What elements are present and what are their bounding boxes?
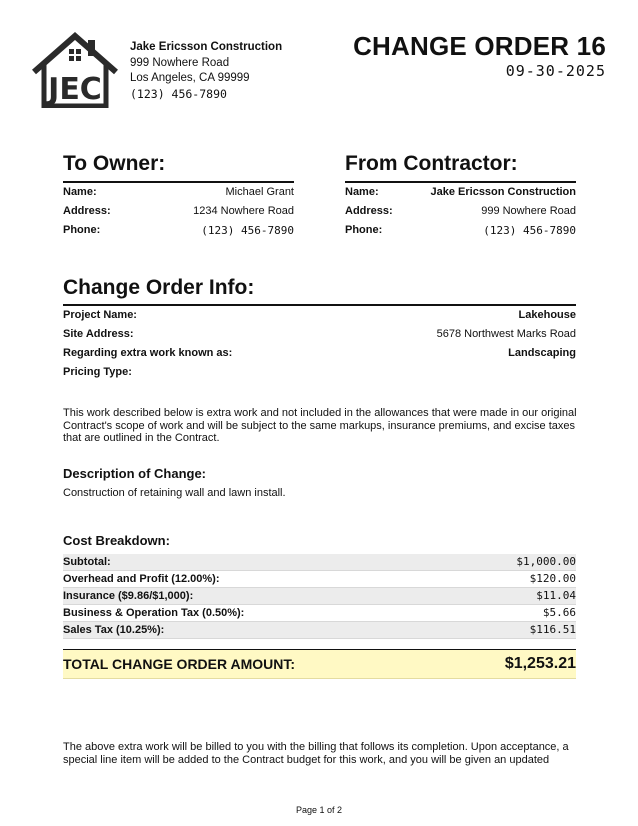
- cost-value: $116.51: [529, 623, 576, 636]
- owner-name-value: Michael Grant: [225, 186, 294, 198]
- site-address-row: [63, 325, 576, 344]
- owner-heading: To Owner:: [63, 152, 166, 175]
- company-logo: [32, 32, 118, 108]
- page-number: Page 1 of 2: [295, 805, 343, 815]
- total-row: [63, 649, 576, 679]
- owner-phone-label: Phone:: [63, 224, 101, 236]
- company-address-line1: 999 Nowhere Road: [130, 56, 230, 69]
- cost-row-sales-tax: [63, 622, 576, 639]
- pricing-type-row: [63, 363, 576, 382]
- cost-value: $120.00: [529, 572, 576, 585]
- cost-row-bo-tax: [63, 605, 576, 622]
- cost-row-subtotal: [63, 554, 576, 571]
- cost-value: $11.04: [536, 589, 576, 602]
- owner-phone-row: [63, 221, 294, 240]
- contractor-phone-value: (123) 456-7890: [483, 224, 576, 237]
- total-value: $1,253.21: [504, 655, 576, 672]
- contractor-address-value: 999 Nowhere Road: [481, 205, 576, 217]
- billing-note: The above extra work will be billed to you with the billing that follows its completion. Upon acceptance, a special line item will be added to the Contract budget for this work, and you will be given an updated: [63, 741, 569, 766]
- description-heading: Description of Change:: [63, 466, 207, 481]
- company-address-line2: Los Angeles, CA 99999: [130, 72, 250, 85]
- contractor-name-value: Jake Ericsson Construction: [430, 186, 576, 198]
- owner-address-row: [63, 202, 294, 221]
- company-phone: (123) 456-7890: [130, 86, 227, 101]
- contractor-name-row: [345, 183, 576, 202]
- project-name-row: [63, 306, 576, 325]
- contractor-address-label: Address:: [345, 205, 393, 217]
- site-address-value: 5678 Northwest Marks Road: [436, 328, 576, 340]
- info-heading: Change Order Info:: [63, 276, 255, 299]
- owner-name-row: [63, 183, 294, 202]
- regarding-row: [63, 344, 576, 363]
- change-order-info-section: [63, 274, 576, 382]
- owner-section: [63, 150, 294, 240]
- cost-value: $5.66: [542, 606, 576, 619]
- project-name-label: Project Name:: [63, 309, 137, 321]
- document-date: 09-30-2025: [505, 62, 606, 80]
- pricing-type-label: Pricing Type:: [63, 366, 132, 378]
- cost-breakdown-heading: Cost Breakdown:: [63, 533, 170, 548]
- company-info: [130, 40, 282, 102]
- cost-label: Business & Operation Tax (0.50%):: [63, 607, 245, 619]
- owner-address-value: 1234 Nowhere Road: [193, 205, 294, 217]
- contractor-phone-row: [345, 221, 576, 240]
- contractor-section: [345, 150, 576, 240]
- description-text: Construction of retaining wall and lawn install.: [63, 487, 286, 499]
- regarding-value: Landscaping: [508, 347, 576, 359]
- document-title: CHANGE ORDER 16: [353, 31, 606, 61]
- contractor-name-label: Name:: [345, 186, 379, 198]
- owner-address-label: Address:: [63, 205, 111, 217]
- site-address-label: Site Address:: [63, 328, 134, 340]
- owner-name-label: Name:: [63, 186, 97, 198]
- house-logo-icon: [32, 32, 118, 108]
- disclaimer-paragraph: This work described below is extra work and not included in the allowances that were made in our original Contract's scope of work and will be subject to the same markups, insurance premiums, and excise taxes that are outlined in the Contract.: [63, 407, 577, 445]
- cost-row-overhead: [63, 571, 576, 588]
- total-label: TOTAL CHANGE ORDER AMOUNT:: [63, 656, 296, 672]
- cost-label: Subtotal:: [63, 556, 111, 568]
- owner-phone-value: (123) 456-7890: [201, 224, 294, 237]
- regarding-label: Regarding extra work known as:: [63, 347, 233, 359]
- project-name-value: Lakehouse: [518, 309, 576, 321]
- contractor-heading: From Contractor:: [345, 152, 518, 175]
- cost-row-insurance: [63, 588, 576, 605]
- contractor-phone-label: Phone:: [345, 224, 383, 236]
- cost-label: Sales Tax (10.25%):: [63, 624, 165, 636]
- cost-label: Overhead and Profit (12.00%):: [63, 573, 220, 585]
- company-name: Jake Ericsson Construction: [130, 41, 283, 53]
- contractor-address-row: [345, 202, 576, 221]
- cost-table: [63, 554, 576, 639]
- logo-text: JEC: [48, 72, 102, 107]
- cost-label: Insurance ($9.86/$1,000):: [63, 590, 194, 602]
- cost-value: $1,000.00: [516, 555, 576, 568]
